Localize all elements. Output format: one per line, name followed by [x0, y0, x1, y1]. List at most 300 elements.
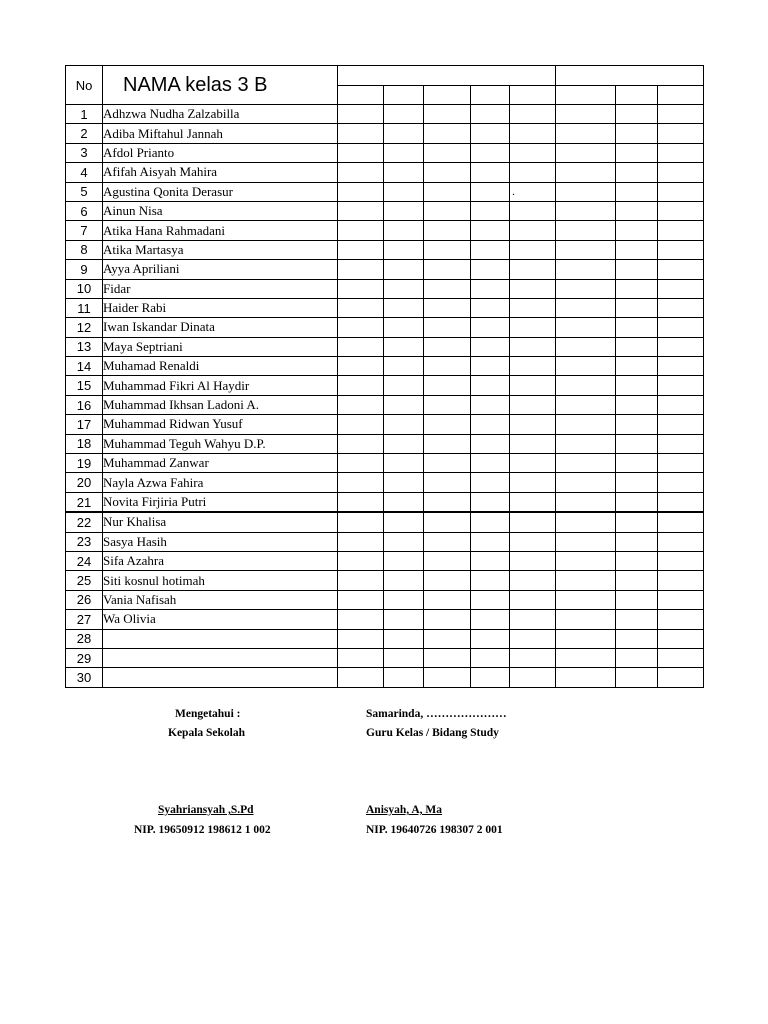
signature-left-line1: Mengetahui :	[175, 708, 241, 720]
grade-cell	[510, 629, 556, 648]
grade-cell	[338, 454, 384, 473]
student-name: Atika Martasya	[103, 240, 338, 259]
table-row	[66, 668, 704, 687]
grade-cell	[471, 590, 510, 609]
grade-cell	[424, 648, 471, 667]
grade-cell	[471, 551, 510, 570]
grade-cell	[556, 668, 616, 687]
signature-left-nip: NIP. 19650912 198612 1 002	[134, 824, 271, 836]
grade-cell	[384, 105, 424, 124]
row-number: 19	[66, 454, 103, 473]
grade-cell	[338, 415, 384, 434]
grade-cell	[424, 357, 471, 376]
grade-cell	[510, 532, 556, 551]
grade-cell	[384, 648, 424, 667]
grade-cell	[384, 395, 424, 414]
grade-cell	[424, 473, 471, 492]
grade-cell	[384, 182, 424, 201]
grade-cell	[510, 376, 556, 395]
header-subcol	[658, 85, 704, 105]
grade-cell	[658, 143, 704, 162]
grade-cell	[424, 124, 471, 143]
grade-cell	[556, 357, 616, 376]
grade-cell	[338, 590, 384, 609]
student-name: Muhammad Zanwar	[103, 454, 338, 473]
grade-cell	[658, 337, 704, 356]
grade-cell	[556, 571, 616, 590]
grade-cell	[384, 201, 424, 220]
table-row	[66, 143, 704, 162]
grade-cell	[510, 473, 556, 492]
grade-cell	[384, 532, 424, 551]
header-subcol	[424, 85, 471, 105]
grade-cell	[556, 492, 616, 512]
student-name: Nur Khalisa	[103, 512, 338, 532]
table-row	[66, 105, 704, 124]
table-row	[66, 473, 704, 492]
row-number: 10	[66, 279, 103, 298]
grade-cell	[471, 473, 510, 492]
grade-cell	[658, 240, 704, 259]
grade-cell	[471, 124, 510, 143]
grade-cell	[616, 105, 658, 124]
attendance-sheet	[65, 65, 704, 688]
grade-cell	[510, 590, 556, 609]
grade-cell	[556, 473, 616, 492]
grade-cell	[424, 260, 471, 279]
grade-cell	[338, 163, 384, 182]
grade-cell	[658, 298, 704, 317]
grade-cell	[510, 124, 556, 143]
grade-cell	[384, 571, 424, 590]
grade-cell	[616, 318, 658, 337]
grade-cell	[384, 279, 424, 298]
grade-cell	[338, 182, 384, 201]
grade-cell	[616, 512, 658, 532]
grade-cell	[384, 610, 424, 629]
row-number: 14	[66, 357, 103, 376]
grade-cell	[658, 376, 704, 395]
row-number: 26	[66, 590, 103, 609]
grade-cell	[658, 105, 704, 124]
student-name	[103, 629, 338, 648]
grade-cell	[384, 260, 424, 279]
grade-cell	[510, 512, 556, 532]
grade-cell	[510, 163, 556, 182]
header-subcol	[338, 85, 384, 105]
student-name: Nayla Azwa Fahira	[103, 473, 338, 492]
grade-cell	[424, 221, 471, 240]
grade-cell	[658, 221, 704, 240]
grade-cell	[556, 124, 616, 143]
signature-right-name: Anisyah, A, Ma	[366, 804, 443, 816]
grade-cell	[471, 163, 510, 182]
grade-cell	[384, 337, 424, 356]
row-number: 25	[66, 571, 103, 590]
grade-cell	[471, 629, 510, 648]
grade-cell	[471, 221, 510, 240]
grade-cell	[658, 163, 704, 182]
grade-cell	[384, 124, 424, 143]
grade-cell	[616, 298, 658, 317]
student-name: Muhammad Teguh Wahyu D.P.	[103, 434, 338, 453]
grade-cell	[658, 201, 704, 220]
grade-cell	[556, 629, 616, 648]
student-name: Novita Firjiria Putri	[103, 492, 338, 512]
grade-cell	[556, 454, 616, 473]
table-row	[66, 357, 704, 376]
grade-cell	[616, 260, 658, 279]
grade-cell	[338, 648, 384, 667]
row-number: 23	[66, 532, 103, 551]
grade-cell	[424, 395, 471, 414]
grade-cell	[424, 532, 471, 551]
signature-right-nip: NIP. 19640726 198307 2 001	[366, 824, 503, 836]
row-number: 27	[66, 610, 103, 629]
student-name: Maya Septriani	[103, 337, 338, 356]
grade-cell	[338, 260, 384, 279]
header-group-2	[556, 66, 704, 86]
grade-cell	[658, 590, 704, 609]
student-name: Atika Hana Rahmadani	[103, 221, 338, 240]
grade-cell	[424, 551, 471, 570]
row-number: 24	[66, 551, 103, 570]
signature-right-role: Guru Kelas / Bidang Study	[366, 727, 499, 739]
grade-cell	[510, 668, 556, 687]
grade-cell	[424, 182, 471, 201]
grade-cell	[338, 376, 384, 395]
grade-cell	[658, 182, 704, 201]
row-number: 28	[66, 629, 103, 648]
grade-cell	[616, 163, 658, 182]
grade-cell	[424, 279, 471, 298]
grade-cell	[556, 337, 616, 356]
row-number: 20	[66, 473, 103, 492]
grade-cell	[471, 668, 510, 687]
header-group-1	[338, 66, 556, 86]
student-name: Muhammad Fikri Al Haydir	[103, 376, 338, 395]
grade-cell	[384, 298, 424, 317]
grade-cell	[338, 240, 384, 259]
table-row	[66, 590, 704, 609]
row-number: 11	[66, 298, 103, 317]
grade-cell	[556, 298, 616, 317]
student-name	[103, 668, 338, 687]
grade-cell	[510, 648, 556, 667]
grade-cell	[384, 551, 424, 570]
grade-cell	[338, 357, 384, 376]
grade-cell	[471, 279, 510, 298]
student-name: Muhamad Renaldi	[103, 357, 338, 376]
grade-cell	[471, 318, 510, 337]
grade-cell	[384, 492, 424, 512]
row-number: 7	[66, 221, 103, 240]
student-name: Vania Nafisah	[103, 590, 338, 609]
row-number: 17	[66, 415, 103, 434]
row-number: 9	[66, 260, 103, 279]
table-row	[66, 318, 704, 337]
grade-cell	[658, 395, 704, 414]
grade-cell	[510, 240, 556, 259]
grade-cell	[658, 571, 704, 590]
grade-cell	[338, 551, 384, 570]
grade-cell	[424, 163, 471, 182]
row-number: 4	[66, 163, 103, 182]
grade-cell	[510, 260, 556, 279]
grade-cell	[471, 298, 510, 317]
grade-cell	[556, 532, 616, 551]
grade-cell	[556, 182, 616, 201]
grade-cell	[384, 590, 424, 609]
grade-cell	[384, 454, 424, 473]
grade-cell	[471, 492, 510, 512]
table-row	[66, 610, 704, 629]
signature-left-name: Syahriansyah ,S.Pd	[158, 804, 254, 816]
grade-cell	[424, 610, 471, 629]
grade-cell	[338, 279, 384, 298]
grade-cell	[424, 337, 471, 356]
grade-cell	[384, 629, 424, 648]
grade-cell	[556, 648, 616, 667]
student-name: Sasya Hasih	[103, 532, 338, 551]
grade-cell	[471, 337, 510, 356]
grade-cell	[510, 434, 556, 453]
grade-cell	[556, 590, 616, 609]
grade-cell	[510, 298, 556, 317]
grade-cell	[471, 143, 510, 162]
row-number: 13	[66, 337, 103, 356]
grade-cell	[338, 395, 384, 414]
grade-cell	[424, 668, 471, 687]
table-row	[66, 163, 704, 182]
grade-cell: .	[510, 182, 556, 201]
grade-cell	[658, 629, 704, 648]
grade-cell	[471, 415, 510, 434]
grade-cell	[556, 434, 616, 453]
grade-cell	[556, 240, 616, 259]
row-number: 1	[66, 105, 103, 124]
grade-cell	[384, 415, 424, 434]
grade-cell	[556, 201, 616, 220]
table-row	[66, 182, 704, 201]
grade-cell	[616, 415, 658, 434]
grade-cell	[338, 610, 384, 629]
grade-cell	[510, 318, 556, 337]
grade-cell	[338, 337, 384, 356]
grade-cell	[658, 512, 704, 532]
header-name-class: NAMA kelas 3 B	[103, 66, 338, 105]
signature-left-role: Kepala Sekolah	[168, 727, 246, 739]
grade-cell	[658, 492, 704, 512]
grade-cell	[510, 337, 556, 356]
grade-cell	[338, 201, 384, 220]
student-name	[103, 648, 338, 667]
table-row	[66, 415, 704, 434]
grade-cell	[616, 395, 658, 414]
grade-cell	[424, 434, 471, 453]
grade-cell	[471, 182, 510, 201]
table-row	[66, 648, 704, 667]
grade-cell	[556, 143, 616, 162]
header-no: No	[66, 66, 103, 105]
grade-cell	[658, 279, 704, 298]
grade-cell	[424, 240, 471, 259]
row-number: 12	[66, 318, 103, 337]
grade-cell	[424, 201, 471, 220]
grade-cell	[510, 221, 556, 240]
grade-cell	[424, 512, 471, 532]
grade-cell	[616, 221, 658, 240]
table-row	[66, 376, 704, 395]
table-row	[66, 279, 704, 298]
grade-cell	[471, 648, 510, 667]
table-row	[66, 260, 704, 279]
grade-cell	[338, 318, 384, 337]
grade-cell	[424, 454, 471, 473]
student-name: Fidar	[103, 279, 338, 298]
grade-cell	[616, 571, 658, 590]
row-number: 16	[66, 395, 103, 414]
grade-cell	[658, 260, 704, 279]
grade-cell	[556, 551, 616, 570]
grade-cell	[658, 124, 704, 143]
grade-cell	[658, 473, 704, 492]
grade-cell	[658, 434, 704, 453]
table-row	[66, 551, 704, 570]
row-number: 5	[66, 182, 103, 201]
table-row	[66, 454, 704, 473]
grade-cell	[510, 105, 556, 124]
grade-cell	[424, 492, 471, 512]
grade-cell	[616, 337, 658, 356]
grade-cell	[338, 298, 384, 317]
grade-cell	[616, 357, 658, 376]
grade-cell	[616, 473, 658, 492]
grade-cell	[658, 668, 704, 687]
grade-cell	[616, 454, 658, 473]
grade-cell	[338, 512, 384, 532]
grade-cell	[471, 201, 510, 220]
grade-cell	[471, 376, 510, 395]
grade-cell	[556, 512, 616, 532]
grade-cell	[510, 357, 556, 376]
header-subcol	[384, 85, 424, 105]
grade-cell	[384, 357, 424, 376]
grade-cell	[424, 415, 471, 434]
grade-cell	[658, 415, 704, 434]
grade-cell	[658, 454, 704, 473]
grade-cell	[424, 318, 471, 337]
table-row	[66, 240, 704, 259]
grade-cell	[471, 357, 510, 376]
grade-cell	[384, 376, 424, 395]
row-number: 29	[66, 648, 103, 667]
table-row	[66, 512, 704, 532]
grade-cell	[658, 318, 704, 337]
grade-cell	[338, 221, 384, 240]
grade-cell	[556, 376, 616, 395]
grade-cell	[510, 454, 556, 473]
grade-cell	[616, 492, 658, 512]
student-name: Siti kosnul hotimah	[103, 571, 338, 590]
student-name: Sifa Azahra	[103, 551, 338, 570]
grade-cell	[384, 163, 424, 182]
grade-cell	[658, 532, 704, 551]
grade-cell	[556, 105, 616, 124]
row-number: 2	[66, 124, 103, 143]
grade-cell	[338, 124, 384, 143]
row-number: 21	[66, 492, 103, 512]
table-row	[66, 434, 704, 453]
grade-cell	[616, 182, 658, 201]
row-number: 8	[66, 240, 103, 259]
grade-cell	[471, 454, 510, 473]
grade-cell	[616, 629, 658, 648]
grade-cell	[616, 201, 658, 220]
grade-cell	[384, 473, 424, 492]
grade-cell	[616, 551, 658, 570]
grade-cell	[556, 221, 616, 240]
student-name: Muhammad Ikhsan Ladoni A.	[103, 395, 338, 414]
grade-cell	[384, 512, 424, 532]
grade-cell	[658, 610, 704, 629]
student-name: Afifah Aisyah Mahira	[103, 163, 338, 182]
student-name: Afdol Prianto	[103, 143, 338, 162]
grade-cell	[510, 143, 556, 162]
grade-cell	[338, 571, 384, 590]
grade-cell	[424, 143, 471, 162]
table-row	[66, 395, 704, 414]
grade-cell	[471, 434, 510, 453]
grade-cell	[338, 143, 384, 162]
grade-cell	[471, 532, 510, 551]
grade-cell	[384, 318, 424, 337]
grade-cell	[616, 434, 658, 453]
grade-cell	[471, 571, 510, 590]
grade-cell	[424, 590, 471, 609]
student-name: Adhzwa Nudha Zalzabilla	[103, 105, 338, 124]
grade-cell	[616, 240, 658, 259]
grade-cell	[556, 163, 616, 182]
student-name: Wa Olivia	[103, 610, 338, 629]
student-name: Haider Rabi	[103, 298, 338, 317]
grade-cell	[384, 240, 424, 259]
header-subcol	[616, 85, 658, 105]
table-row	[66, 629, 704, 648]
table-row	[66, 298, 704, 317]
table-row	[66, 201, 704, 220]
row-number: 3	[66, 143, 103, 162]
grade-cell	[556, 279, 616, 298]
grade-cell	[384, 668, 424, 687]
grade-cell	[658, 648, 704, 667]
signature-right-place-date: Samarinda, …………………	[366, 708, 507, 720]
grade-cell	[424, 629, 471, 648]
grade-cell	[510, 395, 556, 414]
grade-cell	[510, 201, 556, 220]
grade-cell	[338, 629, 384, 648]
table-row	[66, 532, 704, 551]
grade-cell	[616, 668, 658, 687]
row-number: 30	[66, 668, 103, 687]
grade-cell	[510, 571, 556, 590]
grade-cell	[338, 473, 384, 492]
student-name: Iwan Iskandar Dinata	[103, 318, 338, 337]
grade-cell	[616, 143, 658, 162]
student-name: Ayya Apriliani	[103, 260, 338, 279]
grade-cell	[471, 260, 510, 279]
table-row	[66, 571, 704, 590]
